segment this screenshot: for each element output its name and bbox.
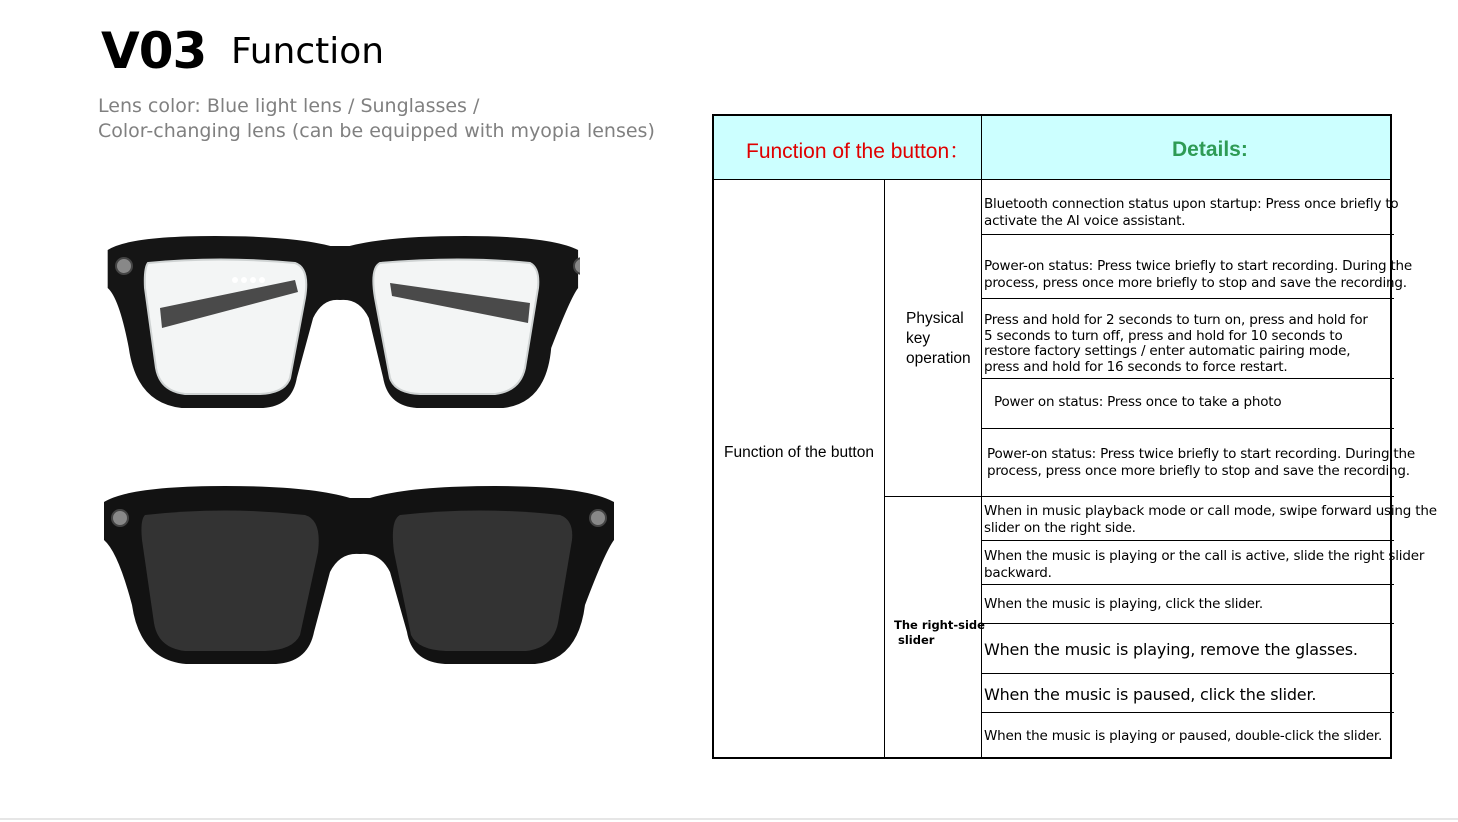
detail-cell xyxy=(984,313,1368,375)
detail-cell xyxy=(984,640,1358,660)
detail-cell xyxy=(984,685,1316,705)
divider-v1 xyxy=(884,179,885,759)
model-name: V03 xyxy=(101,22,207,80)
lens-line-1: Lens color: Blue light lens / Sunglasses / xyxy=(98,95,480,117)
detail-cell xyxy=(984,503,1437,537)
detail-cell xyxy=(987,446,1415,480)
detail-line: Power-on status: Press twice briefly to start recording. During the xyxy=(984,258,1412,274)
table-header xyxy=(714,116,1390,180)
row-divider xyxy=(982,378,1394,379)
lens-description xyxy=(98,94,655,144)
divider-v2 xyxy=(981,179,982,759)
detail-cell xyxy=(984,596,1263,613)
detail-line: When the music is playing, click the slider. xyxy=(984,596,1263,612)
lens-line-2: Color-changing lens (can be equipped with myopia lenses) xyxy=(98,120,655,142)
group-label-physical-key xyxy=(906,309,971,369)
detail-line: When the music is playing or paused, double-click the slider. xyxy=(984,728,1383,744)
group-label-line: key xyxy=(906,330,931,347)
detail-line: When the music is paused, click the slider. xyxy=(984,685,1317,704)
detail-cell xyxy=(994,394,1281,411)
detail-line: activate the AI voice assistant. xyxy=(984,213,1186,229)
detail-line: 5 seconds to turn off, press and hold for 10 seconds to xyxy=(984,327,1343,344)
row-divider xyxy=(982,712,1394,713)
detail-cell xyxy=(984,548,1424,582)
group-label-line: Physical xyxy=(906,310,964,327)
detail-line: Power on status: Press once to take a photo xyxy=(994,394,1282,410)
page-title: Function xyxy=(231,31,385,72)
detail-cell xyxy=(984,196,1398,230)
detail-cell xyxy=(984,728,1382,745)
detail-line: process, press once more briefly to stop and save the recording. xyxy=(984,275,1407,291)
footer-divider xyxy=(0,818,1458,820)
detail-line: process, press once more briefly to stop and save the recording. xyxy=(987,463,1410,479)
row-divider xyxy=(982,623,1394,624)
row-divider xyxy=(982,673,1394,674)
detail-cell xyxy=(984,258,1412,292)
row-divider xyxy=(982,234,1394,235)
detail-line: When the music is playing, remove the glasses. xyxy=(984,640,1358,659)
detail-line: Power-on status: Press twice briefly to start recording. During the xyxy=(987,446,1415,462)
detail-line: When in music playback mode or call mode, swipe forward using the xyxy=(984,503,1437,519)
row-divider xyxy=(982,540,1394,541)
group-label-slider xyxy=(894,618,985,648)
row-divider xyxy=(982,584,1394,585)
header-details-label: Details: xyxy=(1172,138,1248,161)
detail-line: Bluetooth connection status upon startup: Press once briefly to xyxy=(984,196,1399,212)
row-divider xyxy=(982,428,1394,429)
detail-line: backward. xyxy=(984,565,1052,581)
group-label-line: The right-side xyxy=(894,618,985,632)
detail-line: Press and hold for 2 seconds to turn on, press and hold for xyxy=(984,312,1368,328)
detail-line: slider on the right side. xyxy=(984,520,1136,536)
detail-line: When the music is playing or the call is active, slide the right slider xyxy=(984,548,1425,564)
group-label-line: operation xyxy=(906,350,971,367)
sunglasses-dark-lens-icon xyxy=(100,480,620,670)
function-table xyxy=(712,114,1437,759)
detail-line: restore factory settings / enter automatic pairing mode, xyxy=(984,343,1351,359)
row-label: Function of the button xyxy=(724,444,874,461)
header-function-label: Function of the button： xyxy=(746,140,971,163)
detail-line: press and hold for 16 seconds to force restart. xyxy=(984,358,1288,375)
group-divider xyxy=(884,496,1394,497)
header-function xyxy=(714,116,982,179)
row-divider xyxy=(982,298,1394,299)
group-label-line: slider xyxy=(898,633,935,647)
eyeglasses-clear-lens-icon xyxy=(100,228,580,418)
